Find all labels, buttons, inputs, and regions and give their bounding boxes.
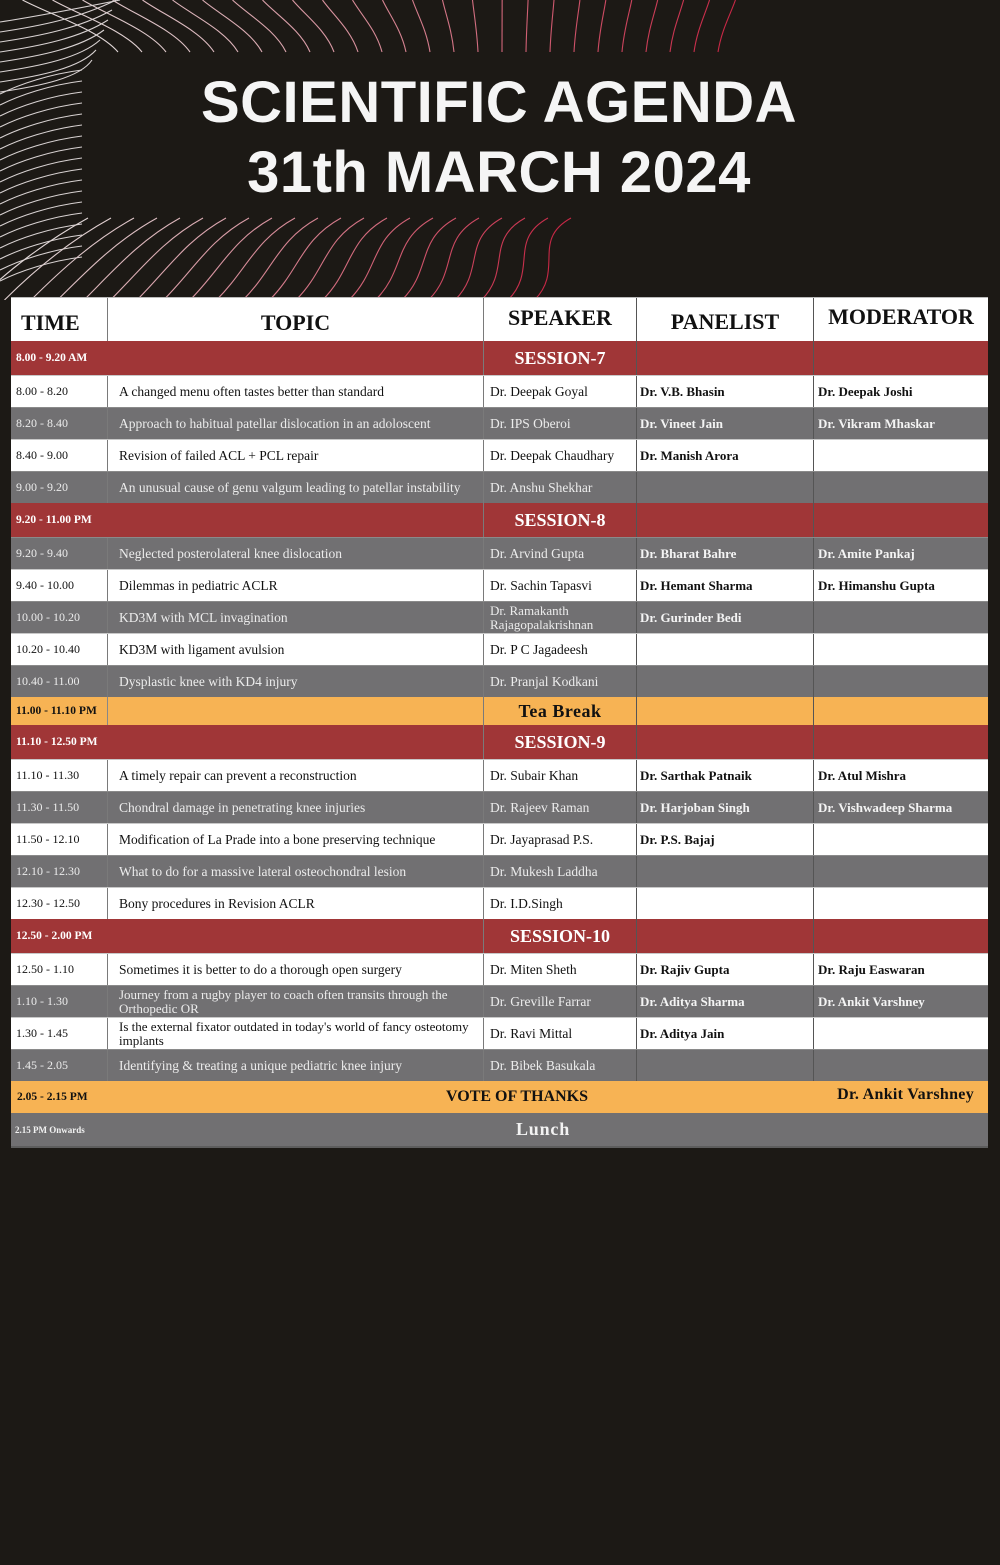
table-row xyxy=(11,953,988,985)
talk-panelist: Dr. Manish Arora xyxy=(636,440,813,471)
session-name: SESSION-9 xyxy=(483,725,636,759)
table-row xyxy=(11,665,988,697)
tea-spacer xyxy=(107,697,483,725)
talk-time: 12.10 - 12.30 xyxy=(16,864,80,878)
talk-moderator: Dr. Amite Pankaj xyxy=(813,538,988,569)
talk-panelist xyxy=(636,1050,813,1081)
talk-speaker: Dr. Anshu Shekhar xyxy=(483,472,636,503)
talk-panelist: Dr. Sarthak Patnaik xyxy=(636,760,813,791)
session-name: SESSION-7 xyxy=(483,341,636,375)
talk-panelist xyxy=(636,888,813,919)
talk-topic: Sometimes it is better to do a thorough open surgery xyxy=(107,954,483,985)
session-header-row xyxy=(11,503,988,537)
talk-topic: Dilemmas in pediatric ACLR xyxy=(107,570,483,601)
table-row xyxy=(11,1017,988,1049)
wavy-line xyxy=(323,0,359,52)
session-time: 11.10 - 12.50 PM xyxy=(16,736,98,748)
wavy-line xyxy=(694,0,710,52)
talk-panelist: Dr. Vineet Jain xyxy=(636,408,813,439)
session-spacer xyxy=(636,503,813,537)
vote-speaker: Dr. Ankit Varshney xyxy=(837,1086,974,1103)
talk-panelist xyxy=(636,856,813,887)
talk-speaker: Dr. Arvind Gupta xyxy=(483,538,636,569)
wavy-line xyxy=(0,213,82,237)
vote-label: VOTE OF THANKS xyxy=(446,1088,588,1105)
talk-topic: A changed menu often tastes better than standard xyxy=(107,376,483,407)
talk-time: 10.20 - 10.40 xyxy=(16,642,80,656)
session-time: 9.20 - 11.00 PM xyxy=(16,514,92,526)
wavy-line xyxy=(718,0,735,52)
talk-moderator xyxy=(813,888,988,919)
talk-time: 10.00 - 10.20 xyxy=(16,610,80,624)
table-header xyxy=(11,297,988,341)
talk-topic: Modification of La Prade into a bone preserving technique xyxy=(107,824,483,855)
talk-time: 9.40 - 10.00 xyxy=(16,578,74,592)
wavy-line xyxy=(574,0,580,52)
wavy-line xyxy=(670,0,684,52)
talk-moderator: Dr. Vikram Mhaskar xyxy=(813,408,988,439)
wavy-line xyxy=(429,218,480,300)
wavy-line xyxy=(455,218,502,300)
talk-speaker: Dr. Greville Farrar xyxy=(483,986,636,1017)
table-row xyxy=(11,375,988,407)
talk-panelist xyxy=(636,472,813,503)
tea-break-label: Tea Break xyxy=(483,697,636,725)
talk-moderator: Dr. Deepak Joshi xyxy=(813,376,988,407)
session-spacer xyxy=(107,919,483,953)
col-panelist-header: PANELIST xyxy=(636,298,813,341)
talk-moderator xyxy=(813,602,988,633)
agenda-table xyxy=(11,297,988,1148)
wavy-line xyxy=(535,218,572,300)
talk-moderator xyxy=(813,666,988,697)
talk-panelist: Dr. V.B. Bhasin xyxy=(636,376,813,407)
wavy-line xyxy=(217,218,296,300)
talk-time: 12.50 - 1.10 xyxy=(16,962,74,976)
table-row xyxy=(11,569,988,601)
talk-panelist: Dr. P.S. Bajaj xyxy=(636,824,813,855)
col-topic-header: TOPIC xyxy=(107,298,483,341)
session-spacer xyxy=(107,725,483,759)
wavy-line xyxy=(550,0,554,52)
page-title xyxy=(0,68,1000,208)
table-row xyxy=(11,633,988,665)
talk-panelist: Dr. Aditya Jain xyxy=(636,1018,813,1049)
talk-panelist: Dr. Rajiv Gupta xyxy=(636,954,813,985)
talk-speaker: Dr. Deepak Chaudhary xyxy=(483,440,636,471)
talk-moderator: Dr. Himanshu Gupta xyxy=(813,570,988,601)
talk-topic: Neglected posterolateral knee dislocation xyxy=(107,538,483,569)
tea-break-time: 11.00 - 11.10 PM xyxy=(16,705,97,717)
session-spacer xyxy=(813,503,988,537)
talk-panelist: Dr. Aditya Sharma xyxy=(636,986,813,1017)
wavy-line xyxy=(293,0,335,52)
table-row xyxy=(11,855,988,887)
wavy-line xyxy=(526,0,528,52)
title-line-1: SCIENTIFIC AGENDA xyxy=(200,70,798,135)
tea-break-row xyxy=(11,697,988,725)
wavy-line xyxy=(270,218,342,300)
table-row xyxy=(11,471,988,503)
session-spacer xyxy=(813,341,988,375)
wavy-line xyxy=(482,218,526,300)
talk-moderator xyxy=(813,824,988,855)
session-time: 12.50 - 2.00 PM xyxy=(16,930,93,942)
talk-speaker: Dr. Pranjal Kodkani xyxy=(483,666,636,697)
wavy-line xyxy=(58,218,158,300)
wavy-line xyxy=(263,0,311,52)
table-row xyxy=(11,537,988,569)
talk-speaker: Dr. P C Jagadeesh xyxy=(483,634,636,665)
talk-speaker: Dr. Bibek Basukala xyxy=(483,1050,636,1081)
talk-moderator xyxy=(813,440,988,471)
tea-spacer xyxy=(813,697,988,725)
talk-time: 12.30 - 12.50 xyxy=(16,896,80,910)
table-row xyxy=(11,791,988,823)
session-header-row xyxy=(11,725,988,759)
wavy-line xyxy=(143,0,215,52)
wavy-line xyxy=(508,218,548,300)
talk-time: 9.00 - 9.20 xyxy=(16,480,68,494)
title-line-2: 31th MARCH 2024 xyxy=(247,140,751,205)
talk-speaker: Dr. Sachin Tapasvi xyxy=(483,570,636,601)
session-header-row xyxy=(11,919,988,953)
talk-time: 1.45 - 2.05 xyxy=(16,1058,68,1072)
talk-topic: Revision of failed ACL + PCL repair xyxy=(107,440,483,471)
wavy-line xyxy=(413,0,431,52)
wavy-line xyxy=(296,218,364,300)
vote-time: 2.05 - 2.15 PM xyxy=(17,1091,88,1103)
talk-panelist xyxy=(636,634,813,665)
col-moderator-header: MODERATOR xyxy=(813,298,988,341)
wavy-line xyxy=(646,0,658,52)
vote-of-thanks-row xyxy=(11,1081,988,1113)
wavy-line xyxy=(383,0,407,52)
talk-speaker: Dr. Rajeev Raman xyxy=(483,792,636,823)
session-spacer xyxy=(636,725,813,759)
talk-time: 1.10 - 1.30 xyxy=(16,994,68,1008)
session-spacer xyxy=(636,919,813,953)
table-row xyxy=(11,601,988,633)
talk-moderator: Dr. Atul Mishra xyxy=(813,760,988,791)
talk-topic: Journey from a rugby player to coach often transits through the Orthopedic OR xyxy=(107,986,483,1017)
session-spacer xyxy=(813,919,988,953)
talk-time: 8.40 - 9.00 xyxy=(16,448,68,462)
talk-speaker: Dr. IPS Oberoi xyxy=(483,408,636,439)
talk-speaker: Dr. I.D.Singh xyxy=(483,888,636,919)
talk-speaker: Dr. Ravi Mittal xyxy=(483,1018,636,1049)
wavy-line xyxy=(84,218,180,300)
talk-moderator xyxy=(813,1050,988,1081)
table-row xyxy=(11,985,988,1017)
talk-moderator: Dr. Ankit Varshney xyxy=(813,986,988,1017)
session-spacer xyxy=(636,341,813,375)
talk-topic: Dysplastic knee with KD4 injury xyxy=(107,666,483,697)
talk-speaker: Dr. Ramakanth Rajagopalakrishnan xyxy=(483,602,636,633)
col-speaker-header: SPEAKER xyxy=(483,298,636,341)
talk-panelist: Dr. Hemant Sharma xyxy=(636,570,813,601)
lunch-label: Lunch xyxy=(516,1119,571,1139)
talk-topic: KD3M with ligament avulsion xyxy=(107,634,483,665)
wavy-line xyxy=(190,218,272,300)
wavy-line xyxy=(113,0,191,52)
talk-topic: What to do for a massive lateral osteochondral lesion xyxy=(107,856,483,887)
table-row xyxy=(11,823,988,855)
wavy-line xyxy=(0,20,108,52)
table-row xyxy=(11,407,988,439)
wavy-line xyxy=(173,0,239,52)
talk-speaker: Dr. Jayaprasad P.S. xyxy=(483,824,636,855)
wavy-line xyxy=(473,0,479,52)
table-body xyxy=(11,341,988,1081)
talk-panelist: Dr. Bharat Bahre xyxy=(636,538,813,569)
session-header-row xyxy=(11,341,988,375)
wavy-line xyxy=(5,218,112,300)
talk-topic: Approach to habitual patellar dislocation in an adoloscent xyxy=(107,408,483,439)
table-bottom-edge xyxy=(11,1146,988,1148)
talk-panelist: Dr. Gurinder Bedi xyxy=(636,602,813,633)
table-row xyxy=(11,759,988,791)
talk-topic: An unusual cause of genu valgum leading to patellar instability xyxy=(107,472,483,503)
talk-speaker: Dr. Deepak Goyal xyxy=(483,376,636,407)
talk-topic: Chondral damage in penetrating knee injuries xyxy=(107,792,483,823)
talk-speaker: Dr. Subair Khan xyxy=(483,760,636,791)
col-time-header: TIME xyxy=(21,309,80,335)
tea-spacer xyxy=(636,697,813,725)
session-name: SESSION-8 xyxy=(483,503,636,537)
talk-topic: Identifying & treating a unique pediatric knee injury xyxy=(107,1050,483,1081)
talk-topic: A timely repair can prevent a reconstruction xyxy=(107,760,483,791)
talk-time: 9.20 - 9.40 xyxy=(16,546,68,560)
wavy-line xyxy=(443,0,455,52)
wavy-line xyxy=(349,218,410,300)
lunch-time: 2.15 PM Onwards xyxy=(15,1124,85,1135)
talk-moderator: Dr. Raju Easwaran xyxy=(813,954,988,985)
lunch-row xyxy=(11,1113,988,1146)
table-row xyxy=(11,887,988,919)
talk-topic: Is the external fixator outdated in today's world of fancy osteotomy implants xyxy=(107,1018,483,1049)
session-spacer xyxy=(107,503,483,537)
talk-moderator xyxy=(813,1018,988,1049)
wavy-line xyxy=(323,218,388,300)
talk-panelist xyxy=(636,666,813,697)
talk-panelist: Dr. Harjoban Singh xyxy=(636,792,813,823)
talk-time: 8.00 - 8.20 xyxy=(16,384,68,398)
talk-time: 11.10 - 11.30 xyxy=(16,768,80,782)
talk-moderator xyxy=(813,472,988,503)
talk-time: 1.30 - 1.45 xyxy=(16,1026,68,1040)
talk-time: 11.50 - 12.10 xyxy=(16,832,80,846)
wavy-line xyxy=(353,0,383,52)
wavy-line xyxy=(233,0,287,52)
session-spacer xyxy=(813,725,988,759)
talk-moderator xyxy=(813,856,988,887)
talk-time: 11.30 - 11.50 xyxy=(16,800,80,814)
talk-moderator xyxy=(813,634,988,665)
wavy-line xyxy=(598,0,606,52)
table-row xyxy=(11,1049,988,1081)
session-name: SESSION-10 xyxy=(483,919,636,953)
wavy-line xyxy=(402,218,456,300)
table-row xyxy=(11,439,988,471)
session-time: 8.00 - 9.20 AM xyxy=(16,352,88,364)
wavy-line xyxy=(622,0,632,52)
session-spacer xyxy=(107,341,483,375)
talk-time: 8.20 - 8.40 xyxy=(16,416,68,430)
talk-time: 10.40 - 11.00 xyxy=(16,674,80,688)
talk-speaker: Dr. Miten Sheth xyxy=(483,954,636,985)
talk-speaker: Dr. Mukesh Laddha xyxy=(483,856,636,887)
talk-moderator: Dr. Vishwadeep Sharma xyxy=(813,792,988,823)
talk-topic: Bony procedures in Revision ACLR xyxy=(107,888,483,919)
talk-topic: KD3M with MCL invagination xyxy=(107,602,483,633)
